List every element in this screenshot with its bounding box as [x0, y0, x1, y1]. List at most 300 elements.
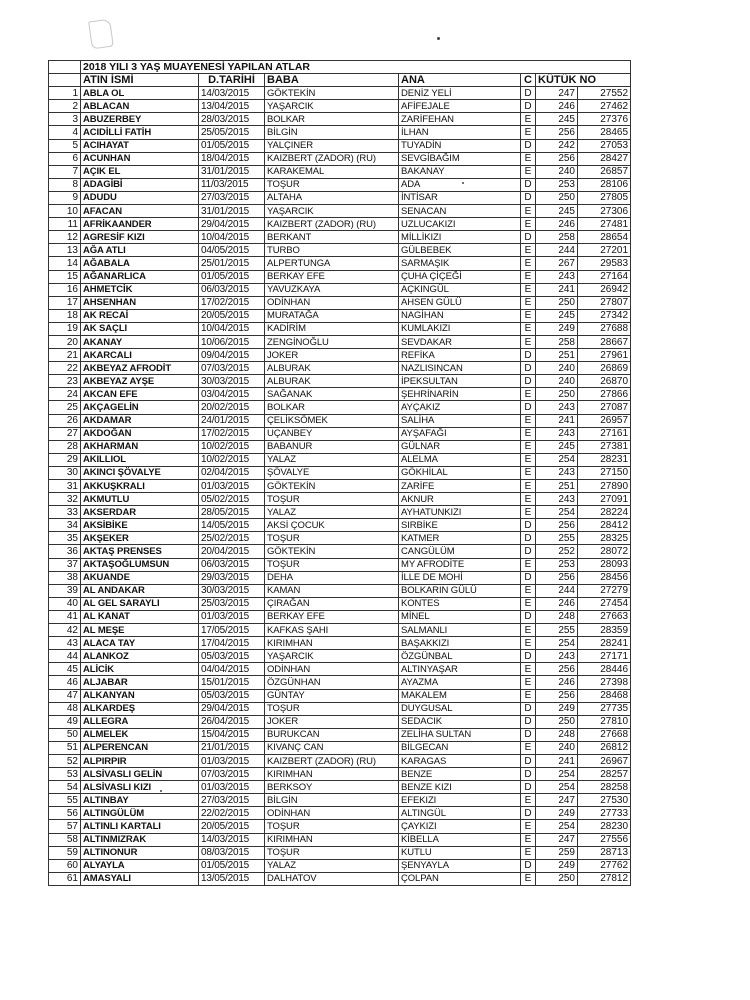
table-header-row [49, 74, 631, 87]
dam-name: ŞENYAYLA [399, 859, 521, 872]
table-row [49, 519, 631, 532]
sire-name: GÖKTEKİN [265, 480, 399, 493]
dam-name: KARAGAS [399, 754, 521, 767]
sire-name: ALBURAK [265, 362, 399, 375]
horse-name: ALSİVASLI KIZI [81, 781, 199, 794]
row-number: 9 [49, 191, 81, 204]
sire-name: ODİNHAN [265, 663, 399, 676]
sex-code: D [521, 362, 536, 375]
row-number: 40 [49, 597, 81, 610]
registry-volume: 267 [536, 257, 578, 270]
sex-code: E [521, 309, 536, 322]
dam-name: İNTİSAR [399, 191, 521, 204]
row-number: 20 [49, 335, 81, 348]
dam-name: GÜLBEBEK [399, 244, 521, 257]
birth-date: 01/03/2015 [199, 754, 265, 767]
horse-name: AMASYALI [81, 872, 199, 885]
horse-name: ABLACAN [81, 100, 199, 113]
registry-number: 28258 [578, 781, 631, 794]
horse-name: ALİCİK [81, 663, 199, 676]
sire-name: ALTAHA [265, 191, 399, 204]
sex-code: E [521, 820, 536, 833]
horse-name: AHMETCİK [81, 283, 199, 296]
row-number: 11 [49, 218, 81, 231]
sire-name: KADİRİM [265, 322, 399, 335]
table-row [49, 663, 631, 676]
registry-number: 27530 [578, 794, 631, 807]
registry-volume: 256 [536, 126, 578, 139]
horse-name: ALJABAR [81, 676, 199, 689]
row-number: 33 [49, 506, 81, 519]
sex-code: D [521, 231, 536, 244]
registry-number: 27810 [578, 715, 631, 728]
sex-code: D [521, 859, 536, 872]
sex-code: D [521, 610, 536, 623]
dam-name: UZLUCAKIZI [399, 218, 521, 231]
horse-name: ALTINBAY [81, 794, 199, 807]
sex-code: E [521, 296, 536, 309]
registry-number: 26942 [578, 283, 631, 296]
dam-name: İPEKSULTAN [399, 375, 521, 388]
table-row [49, 322, 631, 335]
horse-name: ALSİVASLI GELİN [81, 768, 199, 781]
row-number: 43 [49, 637, 81, 650]
sex-code: D [521, 545, 536, 558]
horse-name: AKHARMAN [81, 440, 199, 453]
registry-volume: 240 [536, 741, 578, 754]
sire-name: KARAKEMAL [265, 165, 399, 178]
dam-name: MY AFRODİTE [399, 558, 521, 571]
table-row [49, 597, 631, 610]
registry-number: 26870 [578, 375, 631, 388]
registry-number: 28257 [578, 768, 631, 781]
dam-name: KUTLU [399, 846, 521, 859]
birth-date: 05/03/2015 [199, 689, 265, 702]
sire-name: BERKSOY [265, 781, 399, 794]
birth-date: 15/04/2015 [199, 728, 265, 741]
table-row [49, 807, 631, 820]
table-row [49, 349, 631, 362]
horse-name: ALANKOZ [81, 650, 199, 663]
birth-date: 15/01/2015 [199, 676, 265, 689]
horse-name: ALTINGÜLÜM [81, 807, 199, 820]
row-number: 10 [49, 205, 81, 218]
table-row [49, 794, 631, 807]
table-row [49, 283, 631, 296]
registry-volume: 245 [536, 205, 578, 218]
registry-volume: 245 [536, 113, 578, 126]
row-number: 47 [49, 689, 81, 702]
registry-volume: 245 [536, 309, 578, 322]
registry-volume: 240 [536, 375, 578, 388]
birth-date: 14/03/2015 [199, 87, 265, 100]
row-number: 56 [49, 807, 81, 820]
sire-name: BURUKCAN [265, 728, 399, 741]
row-number: 52 [49, 754, 81, 767]
sire-name: JOKER [265, 349, 399, 362]
registry-volume: 258 [536, 231, 578, 244]
registry-volume: 243 [536, 493, 578, 506]
table-row [49, 205, 631, 218]
horse-name: AKÇAGELİN [81, 401, 199, 414]
dam-name: NAGİHAN [399, 309, 521, 322]
sire-name: UÇANBEY [265, 427, 399, 440]
registry-volume: 251 [536, 349, 578, 362]
sex-code: D [521, 754, 536, 767]
registry-number: 27454 [578, 597, 631, 610]
registry-volume: 256 [536, 689, 578, 702]
sex-code: E [521, 663, 536, 676]
horse-name: ABUZERBEY [81, 113, 199, 126]
registry-volume: 252 [536, 545, 578, 558]
header-date: D.TARİHİ [199, 74, 265, 87]
sex-code: D [521, 781, 536, 794]
row-number: 16 [49, 283, 81, 296]
row-number: 51 [49, 741, 81, 754]
birth-date: 08/03/2015 [199, 846, 265, 859]
sire-name: SAĞANAK [265, 388, 399, 401]
horse-name: AFRİKAANDER [81, 218, 199, 231]
dam-name: BENZE [399, 768, 521, 781]
horse-name: AKCAN EFE [81, 388, 199, 401]
dam-name: AYHATUNKIZI [399, 506, 521, 519]
birth-date: 05/02/2015 [199, 493, 265, 506]
row-number: 1 [49, 87, 81, 100]
registry-volume: 247 [536, 87, 578, 100]
registry-volume: 249 [536, 859, 578, 872]
birth-date: 07/03/2015 [199, 768, 265, 781]
sire-name: ZENGİNOĞLU [265, 335, 399, 348]
table-row [49, 728, 631, 741]
table-row [49, 584, 631, 597]
registry-number: 27279 [578, 584, 631, 597]
birth-date: 17/04/2015 [199, 637, 265, 650]
row-number: 2 [49, 100, 81, 113]
table-row [49, 754, 631, 767]
dam-name: GÖKHİLAL [399, 466, 521, 479]
row-number: 46 [49, 676, 81, 689]
registry-number: 27805 [578, 191, 631, 204]
sex-code: D [521, 139, 536, 152]
sire-name: ŞÖVALYE [265, 466, 399, 479]
horse-name: AL MEŞE [81, 624, 199, 637]
birth-date: 04/04/2015 [199, 663, 265, 676]
sire-name: YAŞARCIK [265, 205, 399, 218]
sex-code: E [521, 257, 536, 270]
dam-name: MİLLİKIZI [399, 231, 521, 244]
row-number: 39 [49, 584, 81, 597]
sex-code: D [521, 349, 536, 362]
horse-name: ALMELEK [81, 728, 199, 741]
horse-name: AL KANAT [81, 610, 199, 623]
table-title: 2018 YILI 3 YAŞ MUAYENESİ YAPILAN ATLAR [81, 61, 631, 74]
registry-volume: 249 [536, 807, 578, 820]
table-row [49, 218, 631, 231]
row-number: 32 [49, 493, 81, 506]
registry-number: 26857 [578, 165, 631, 178]
dam-name: AÇKINGÜL [399, 283, 521, 296]
table-row [49, 558, 631, 571]
dam-name: CANGÜLÜM [399, 545, 521, 558]
registry-volume: 240 [536, 165, 578, 178]
sire-name: DALHATOV [265, 872, 399, 885]
dam-name: SEVGİBAĞIM [399, 152, 521, 165]
registry-volume: 256 [536, 519, 578, 532]
dam-name: NAZLISINCAN [399, 362, 521, 375]
registry-volume: 249 [536, 322, 578, 335]
registry-volume: 255 [536, 624, 578, 637]
birth-date: 31/01/2015 [199, 165, 265, 178]
sire-name: TOŞUR [265, 820, 399, 833]
sex-code: D [521, 87, 536, 100]
registry-number: 28359 [578, 624, 631, 637]
registry-number: 28072 [578, 545, 631, 558]
sex-code: E [521, 846, 536, 859]
table-row [49, 741, 631, 754]
horse-name: ALPERENCAN [81, 741, 199, 754]
sire-name: TOŞUR [265, 178, 399, 191]
dam-name: SALMANLI [399, 624, 521, 637]
horse-name: AK RECAİ [81, 309, 199, 322]
row-number: 44 [49, 650, 81, 663]
registry-volume: 254 [536, 506, 578, 519]
birth-date: 20/05/2015 [199, 309, 265, 322]
row-number: 26 [49, 414, 81, 427]
row-number: 61 [49, 872, 81, 885]
table-row [49, 427, 631, 440]
dam-name: ÇAYKIZI [399, 820, 521, 833]
sire-name: ÇELİKSÖMEK [265, 414, 399, 427]
horse-name: ACIHAYAT [81, 139, 199, 152]
registry-number: 27481 [578, 218, 631, 231]
table-row [49, 676, 631, 689]
sex-code: E [521, 493, 536, 506]
registry-volume: 256 [536, 663, 578, 676]
registry-volume: 254 [536, 768, 578, 781]
sex-code: E [521, 427, 536, 440]
registry-volume: 241 [536, 754, 578, 767]
dam-name: KATMER [399, 532, 521, 545]
registry-number: 28468 [578, 689, 631, 702]
birth-date: 28/03/2015 [199, 113, 265, 126]
sex-code: D [521, 807, 536, 820]
row-number: 6 [49, 152, 81, 165]
table-row [49, 296, 631, 309]
registry-number: 27556 [578, 833, 631, 846]
table-row [49, 702, 631, 715]
table-row [49, 309, 631, 322]
sire-name: TOŞUR [265, 493, 399, 506]
birth-date: 28/05/2015 [199, 506, 265, 519]
sire-name: KIRIMHAN [265, 637, 399, 650]
sire-name: KAMAN [265, 584, 399, 597]
sire-name: TURBO [265, 244, 399, 257]
registry-volume: 243 [536, 401, 578, 414]
registry-volume: 246 [536, 100, 578, 113]
sire-name: ODİNHAN [265, 807, 399, 820]
sire-name: TOŞUR [265, 532, 399, 545]
sex-code: D [521, 702, 536, 715]
table-row [49, 139, 631, 152]
birth-date: 17/05/2015 [199, 624, 265, 637]
birth-date: 10/06/2015 [199, 335, 265, 348]
dam-name: MİNEL [399, 610, 521, 623]
dam-name: AYAZMA [399, 676, 521, 689]
header-name: ATIN İSMİ [81, 74, 199, 87]
row-number: 59 [49, 846, 81, 859]
row-number: 25 [49, 401, 81, 414]
registry-number: 26869 [578, 362, 631, 375]
sex-code: E [521, 466, 536, 479]
birth-date: 17/02/2015 [199, 427, 265, 440]
registry-number: 27091 [578, 493, 631, 506]
birth-date: 27/03/2015 [199, 191, 265, 204]
row-number: 36 [49, 545, 81, 558]
horse-name: AKSİBİKE [81, 519, 199, 532]
horse-name: AL ANDAKAR [81, 584, 199, 597]
sex-code: E [521, 205, 536, 218]
dam-name: BAŞAKKIZI [399, 637, 521, 650]
birth-date: 05/03/2015 [199, 650, 265, 663]
sire-name: AKSİ ÇOCUK [265, 519, 399, 532]
row-number: 42 [49, 624, 81, 637]
sex-code: E [521, 676, 536, 689]
row-number: 19 [49, 322, 81, 335]
table-row [49, 244, 631, 257]
row-number: 48 [49, 702, 81, 715]
dam-name: TUYADİN [399, 139, 521, 152]
registry-number: 29583 [578, 257, 631, 270]
horse-name: ALYAYLA [81, 859, 199, 872]
table-row [49, 165, 631, 178]
registry-number: 27866 [578, 388, 631, 401]
sex-code: E [521, 152, 536, 165]
row-number: 54 [49, 781, 81, 794]
registry-number: 27398 [578, 676, 631, 689]
registry-volume: 242 [536, 139, 578, 152]
row-number: 30 [49, 466, 81, 479]
birth-date: 30/03/2015 [199, 584, 265, 597]
sire-name: BERKAY EFE [265, 270, 399, 283]
table-row [49, 545, 631, 558]
registry-volume: 259 [536, 846, 578, 859]
sex-code: E [521, 558, 536, 571]
horse-name: AKILLIOL [81, 453, 199, 466]
row-number: 15 [49, 270, 81, 283]
registry-number: 27688 [578, 322, 631, 335]
table-row [49, 335, 631, 348]
row-number: 35 [49, 532, 81, 545]
row-number: 38 [49, 571, 81, 584]
registry-volume: 253 [536, 178, 578, 191]
registry-number: 27376 [578, 113, 631, 126]
registry-number: 27171 [578, 650, 631, 663]
dam-name: BOLKARIN GÜLÜ [399, 584, 521, 597]
header-dam: ANA [399, 74, 521, 87]
registry-volume: 240 [536, 362, 578, 375]
dam-name: AFİFEJALE [399, 100, 521, 113]
registry-number: 27735 [578, 702, 631, 715]
birth-date: 31/01/2015 [199, 205, 265, 218]
horse-name: ADUDU [81, 191, 199, 204]
header-sex: C [521, 74, 536, 87]
table-row [49, 414, 631, 427]
table-row [49, 440, 631, 453]
horse-registry-table [48, 60, 631, 886]
sire-name: YALAZ [265, 506, 399, 519]
row-number: 12 [49, 231, 81, 244]
sex-code: E [521, 689, 536, 702]
sire-name: GÖKTEKİN [265, 545, 399, 558]
dam-name: SEVDAKAR [399, 335, 521, 348]
birth-date: 20/02/2015 [199, 401, 265, 414]
registry-volume: 254 [536, 820, 578, 833]
sire-name: YAŞARCIK [265, 650, 399, 663]
table-row [49, 453, 631, 466]
table-row [49, 375, 631, 388]
horse-name: ACUNHAN [81, 152, 199, 165]
sex-code: E [521, 414, 536, 427]
sire-name: JOKER [265, 715, 399, 728]
row-number: 37 [49, 558, 81, 571]
table-row [49, 506, 631, 519]
sire-name: TOŞUR [265, 846, 399, 859]
horse-name: ALTINLI KARTALI [81, 820, 199, 833]
sire-name: TOŞUR [265, 558, 399, 571]
row-number: 28 [49, 440, 81, 453]
registry-volume: 246 [536, 597, 578, 610]
sire-name: BABANUR [265, 440, 399, 453]
sex-code: D [521, 571, 536, 584]
registry-number: 27812 [578, 872, 631, 885]
registry-number: 27668 [578, 728, 631, 741]
dam-name: BİLGECAN [399, 741, 521, 754]
registry-number: 27890 [578, 480, 631, 493]
horse-name: AKDAMAR [81, 414, 199, 427]
registry-number: 28654 [578, 231, 631, 244]
registry-volume: 250 [536, 715, 578, 728]
birth-date: 22/02/2015 [199, 807, 265, 820]
table-row [49, 113, 631, 126]
registry-number: 28231 [578, 453, 631, 466]
horse-name: ALACA TAY [81, 637, 199, 650]
table-row [49, 859, 631, 872]
row-number: 50 [49, 728, 81, 741]
dam-name: ÇOLPAN [399, 872, 521, 885]
registry-number: 27053 [578, 139, 631, 152]
registry-number: 28456 [578, 571, 631, 584]
row-number: 31 [49, 480, 81, 493]
registry-volume: 254 [536, 637, 578, 650]
sex-code: D [521, 375, 536, 388]
birth-date: 02/04/2015 [199, 466, 265, 479]
birth-date: 03/04/2015 [199, 388, 265, 401]
table-row [49, 689, 631, 702]
registry-volume: 250 [536, 872, 578, 885]
horse-name: ALLEGRA [81, 715, 199, 728]
birth-date: 13/05/2015 [199, 872, 265, 885]
registry-number: 26812 [578, 741, 631, 754]
sex-code: E [521, 624, 536, 637]
dam-name: KİBELLA [399, 833, 521, 846]
header-sire: BABA [265, 74, 399, 87]
table-row [49, 152, 631, 165]
registry-volume: 249 [536, 702, 578, 715]
birth-date: 01/05/2015 [199, 859, 265, 872]
horse-name: ALKANYAN [81, 689, 199, 702]
birth-date: 18/04/2015 [199, 152, 265, 165]
sex-code: E [521, 388, 536, 401]
